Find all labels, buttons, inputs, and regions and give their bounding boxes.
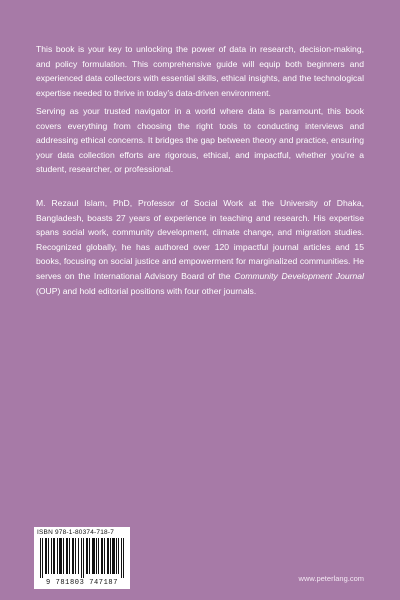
publisher-url[interactable]: www.peterlang.com bbox=[298, 574, 364, 583]
barcode-box bbox=[34, 527, 130, 589]
blurb-paragraph-2 bbox=[36, 104, 364, 177]
journal-title: Community Development Journal bbox=[234, 270, 364, 281]
isbn-label: ISBN 978-1-80374-718-7 bbox=[37, 529, 115, 536]
author-bio-main: M. Rezaul Islam, PhD, Professor of Social Work at the University of Dhaka, Bangladesh, boasts 27 years of experience in teaching and research. His expertise spans social work, community development, climate change, and migration studies. Recognized globally, he has authored over 120 impactful journal articles and 15 books, focusing on social justice and empowerment for marginalized communities. He serves on the International Advisory Board of the bbox=[36, 198, 364, 281]
author-bio bbox=[36, 196, 364, 298]
author-bio-text bbox=[36, 196, 364, 298]
blurb-paragraph-2-text: Serving as your trusted navigator in a world where data is paramount, this book covers everything from choosing the right tools to conducting interviews and addressing ethical concerns. It bridges the gap between theory and practice, ensuring your data collection efforts are rigorous, ethical, and impactful, whether you’re a student, researcher, or professional. bbox=[36, 106, 364, 175]
blurb-paragraph-1-text: This book is your key to unlocking the power of data in research, decision-making, and policy formulation. This comprehensive guide will equip both beginners and experienced data collectors with essential skills, ethical insights, and the technological expertise needed to thrive in today’s data-driven environment. bbox=[36, 44, 364, 98]
barcode-icon bbox=[40, 538, 124, 578]
barcode-digits: 9 781803 747187 bbox=[45, 579, 118, 587]
author-bio-end: (OUP) and hold editorial positions with four other journals. bbox=[36, 285, 257, 296]
blurb-paragraph-1 bbox=[36, 42, 364, 100]
